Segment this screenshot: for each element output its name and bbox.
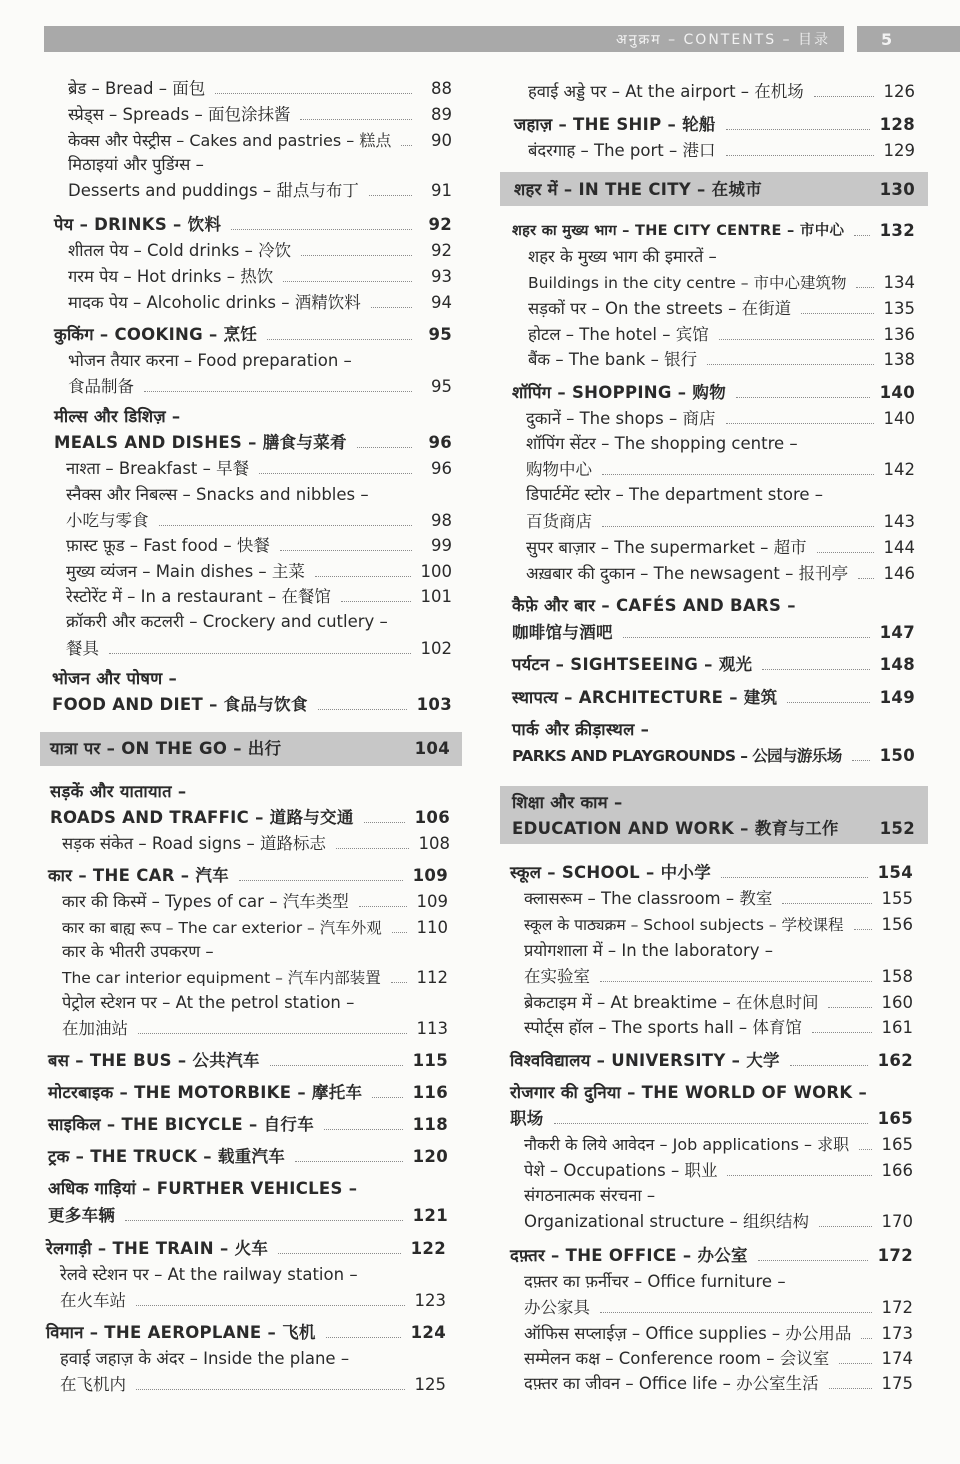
toc-entry[interactable]: बंदरगाह – The port – 港口 129 [528,141,915,160]
running-title: अनुक्रम – CONTENTS – 目录 [616,32,830,48]
toc-section[interactable]: मोटरबाइक – THE MOTORBIKE – 摩托车 116 [48,1083,448,1102]
toc-entry[interactable]: Desserts and puddings – 甜点与布丁 91 [68,181,452,200]
toc-section[interactable]: जहाज़ – THE SHIP – 轮船 128 [514,115,915,134]
toc-section[interactable]: रेलगाड़ी – THE TRAIN – 火车 122 [46,1239,446,1258]
toc-entry[interactable]: होटल – The hotel – 宾馆 136 [528,325,915,344]
toc-entry-line: स्नैक्स और निबल्स – Snacks and nibbles – [66,485,369,504]
toc-entry[interactable]: सड़कों पर – On the streets – 在街道 135 [528,299,915,318]
toc-entry[interactable]: 在实验室 158 [524,967,913,986]
toc-entry-line: रेलवे स्टेशन पर – At the railway station – [60,1265,358,1284]
running-header [44,26,844,52]
toc-section-line: सड़कें और यातायात – [50,782,187,801]
toc-entry[interactable]: दफ़्तर का जीवन – Office life – 办公室生活 175 [524,1374,913,1393]
toc-entry[interactable]: कार का बाह्य रूप – The car exterior – 汽车外观 110 [62,918,448,937]
toc-entry[interactable]: ब्रेड – Bread – 面包 88 [68,79,452,98]
toc-entry[interactable]: नौकरी के लिये आवेदन – Job applications – 求职 165 [524,1135,913,1154]
toc-entry[interactable]: 购物中心 142 [526,460,915,479]
toc-entry[interactable]: कार की किस्में – Types of car – 汽车类型 109 [62,892,448,911]
toc-entry[interactable]: 百货商店 143 [526,512,915,531]
toc-entry[interactable]: 食品制备 95 [68,377,452,396]
toc-section[interactable]: स्कूल – SCHOOL – 中小学 154 [510,863,913,882]
toc-entry[interactable]: नाश्ता – Breakfast – 早餐 96 [66,459,452,478]
toc-chapter-line: शिक्षा और काम – [512,793,623,812]
toc-section[interactable]: विमान – THE AEROPLANE – 飞机 124 [46,1323,446,1342]
page-number-tab [857,26,960,52]
toc-entry-line: हवाई जहाज़ के अंदर – Inside the plane – [60,1349,350,1368]
toc-section[interactable]: शॉपिंग – SHOPPING – 购物 140 [512,383,915,402]
toc-section[interactable]: 更多车辆 121 [48,1206,448,1225]
toc-entry[interactable]: रेस्टोरेंट में – In a restaurant – 在餐馆 101 [66,587,452,606]
toc-entry[interactable]: मादक पेय – Alcoholic drinks – 酒精饮料 94 [68,293,452,312]
toc-section-line: अधिक गाड़ियां – FURTHER VEHICLES – [48,1179,358,1198]
toc-entry[interactable]: मुख्य व्यंजन – Main dishes – 主菜 100 [66,562,452,581]
toc-entry-line: शहर के मुख्य भाग की इमारतें – [528,247,717,266]
toc-section-line: भोजन और पोषण – [52,669,178,688]
page-number: 5 [881,29,893,49]
toc-entry[interactable]: गरम पेय – Hot drinks – 热饮 93 [68,267,452,286]
toc-entry[interactable]: हवाई अड्डे पर – At the airport – 在机场 126 [528,82,915,101]
toc-section[interactable]: पर्यटन – SIGHTSEEING – 观光 148 [512,655,915,674]
toc-entry-line: शॉपिंग सेंटर – The shopping centre – [526,434,798,453]
toc-section[interactable]: स्थापत्य – ARCHITECTURE – 建筑 149 [512,688,915,707]
toc-entry-line: दफ़्तर का फ़र्नीचर – Office furniture – [524,1272,786,1291]
toc-entry-line: प्रयोगशाला में – In the laboratory – [524,941,773,960]
toc-section-line: मील्स और डिशिज़ – [54,407,181,426]
toc-entry[interactable]: शीतल पेय – Cold drinks – 冷饮 92 [68,241,452,260]
toc-entry-line: कार के भीतरी उपकरण – [62,942,214,961]
toc-entry-line: भोजन तैयार करना – Food preparation – [68,351,352,370]
toc-entry[interactable]: सम्मेलन कक्ष – Conference room – 会议室 174 [524,1349,913,1368]
toc-section-line: पार्क और क्रीड़ास्थल – [512,720,650,739]
toc-entry-line: पेट्रोल स्टेशन पर – At the petrol station – [62,993,355,1012]
toc-section[interactable]: बस – THE BUS – 公共汽车 115 [48,1051,448,1070]
toc-entry[interactable]: क्लासरूम – The classroom – 教室 155 [524,889,913,908]
toc-entry[interactable]: Buildings in the city centre – 市中心建筑物 134 [528,273,915,292]
toc-section-line: कैफ़े और बार – CAFÉS AND BARS – [512,596,796,615]
toc-entry[interactable]: 餐具 102 [66,639,452,658]
toc-chapter[interactable]: शहर में – IN THE CITY – 在城市 130 [514,180,915,199]
toc-entry[interactable]: ब्रेकटाइम में – At breaktime – 在休息时间 160 [524,993,913,1012]
toc-entry[interactable]: बैंक – The bank – 银行 138 [528,350,915,369]
toc-section[interactable]: ट्रक – THE TRUCK – 载重汽车 120 [48,1147,448,1166]
toc-section[interactable]: 咖啡馆与酒吧 147 [512,623,915,642]
toc-entry[interactable]: पेशे – Occupations – 职业 166 [524,1161,913,1180]
toc-section[interactable]: साइकिल – THE BICYCLE – 自行车 118 [48,1115,448,1134]
toc-section-line: रोजगार की दुनिया – THE WORLD OF WORK – [510,1083,868,1102]
toc-entry[interactable]: अख़बार की दुकान – The newsagent – 报刊亭 146 [526,564,915,583]
toc-entry-line: क्रॉकरी और कटलरी – Crockery and cutlery – [66,612,388,631]
toc-section[interactable]: ROADS AND TRAFFIC – 道路与交通 106 [50,808,450,827]
toc-entry[interactable]: केक्स और पेस्ट्रीस – Cakes and pastries – 糕点 90 [68,131,452,150]
toc-entry[interactable]: स्पोर्ट्स हॉल – The sports hall – 体育馆 161 [524,1018,913,1037]
toc-section[interactable]: PARKS AND PLAYGROUNDS – 公园与游乐场 150 [512,746,915,765]
toc-section[interactable]: MEALS AND DISHES – 膳食与菜肴 96 [54,433,452,452]
toc-section[interactable]: विश्वविद्यालय – UNIVERSITY – 大学 162 [510,1051,913,1070]
toc-entry[interactable]: सड़क संकेत – Road signs – 道路标志 108 [62,834,450,853]
toc-entry[interactable]: सुपर बाज़ार – The supermarket – 超市 144 [526,538,915,557]
toc-chapter[interactable]: यात्रा पर – ON THE GO – 出行 104 [50,739,450,758]
toc-section[interactable]: कार – THE CAR – 汽车 109 [48,866,448,885]
toc-entry[interactable]: 在加油站 113 [62,1019,448,1038]
toc-entry[interactable]: ऑफिस सप्लाईज़ – Office supplies – 办公用品 173 [524,1324,913,1343]
toc-section[interactable]: कुकिंग – COOKING – 烹饪 95 [54,325,452,344]
toc-section[interactable]: FOOD AND DIET – 食品与饮食 103 [52,695,452,714]
toc-entry[interactable]: 小吃与零食 98 [66,511,452,530]
toc-entry[interactable]: 在火车站 123 [60,1291,446,1310]
toc-section[interactable]: 职场 165 [510,1109,913,1128]
toc-entry-line: मिठाइयां और पुडिंग्स – [68,155,204,174]
toc-section[interactable]: शहर का मुख्य भाग – THE CITY CENTRE – 市中心 132 [512,221,915,240]
toc-entry[interactable]: फ़ास्ट फ़ूड – Fast food – 快餐 99 [66,536,452,555]
toc-section[interactable]: पेय – DRINKS – 饮料 92 [54,215,452,234]
toc-entry-line: डिपार्टमेंट स्टोर – The department store – [526,485,824,504]
toc-entry[interactable]: 办公家具 172 [524,1298,913,1317]
toc-entry[interactable]: स्कूल के पाठ्यक्रम – School subjects – 学校课程 156 [524,915,913,934]
toc-entry-line: संगठनात्मक संरचना – [524,1186,656,1205]
toc-chapter[interactable]: EDUCATION AND WORK – 教育与工作 152 [512,819,915,838]
toc-entry[interactable]: Organizational structure – 组织结构 170 [524,1212,913,1231]
toc-entry[interactable]: स्प्रेड्स – Spreads – 面包涂抹酱 89 [68,105,452,124]
toc-entry[interactable]: दुकानें – The shops – 商店 140 [526,409,915,428]
toc-entry[interactable]: 在飞机内 125 [60,1375,446,1394]
toc-entry[interactable]: The car interior equipment – 汽车内部装置 112 [62,968,448,987]
toc-section[interactable]: दफ़्तर – THE OFFICE – 办公室 172 [510,1246,913,1265]
